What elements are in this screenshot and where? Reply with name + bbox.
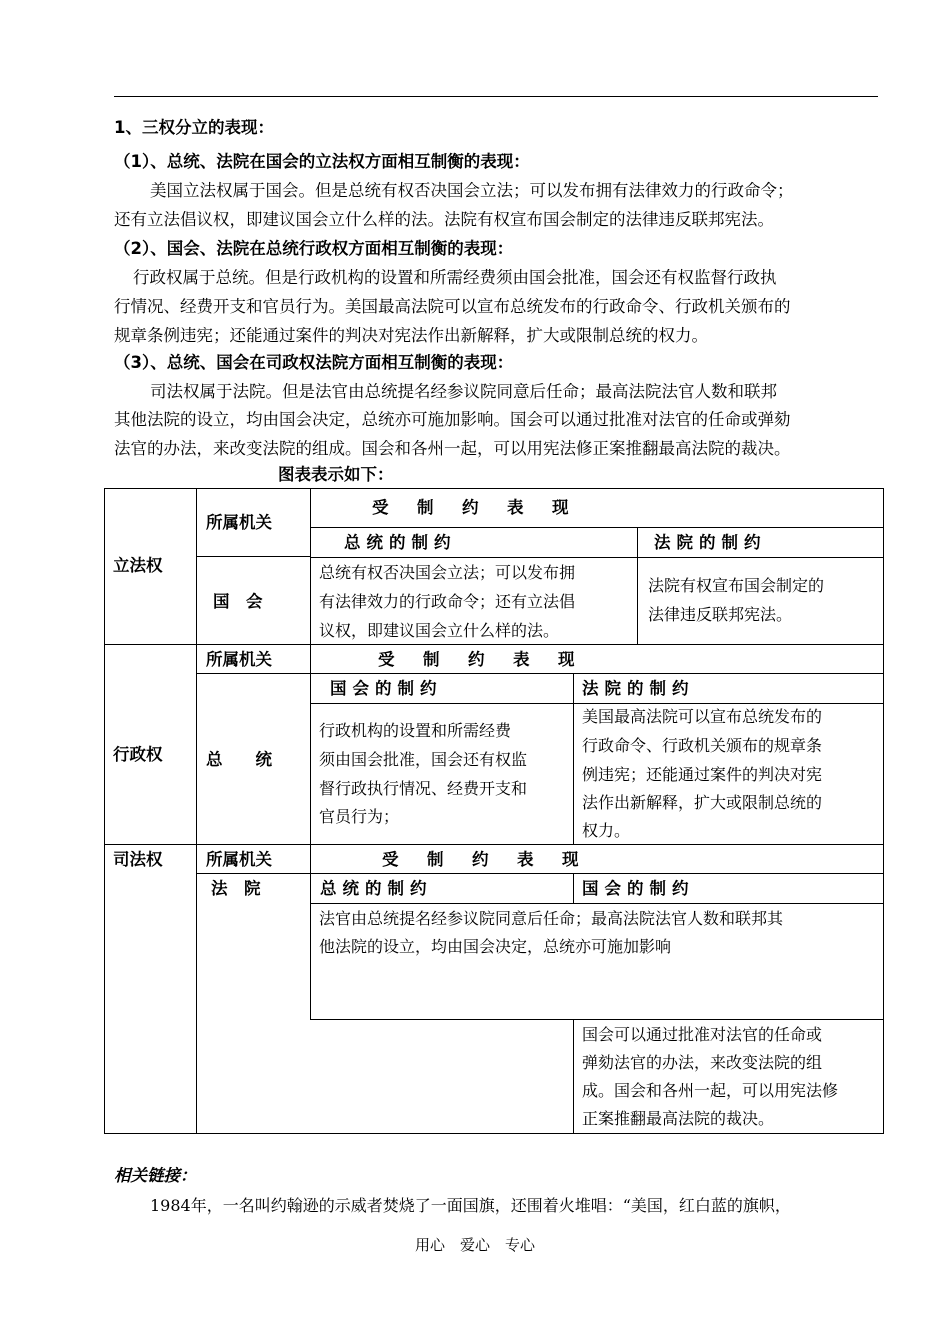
legislative-sub-left: 总统的制约 bbox=[344, 533, 457, 552]
section-3-title: （3）、总统、国会在司政权法院方面相互制衡的表现： bbox=[114, 353, 514, 372]
section-1-line: 还有立法倡议权，即建议国会立什么样的法。法院有权宣布国会制定的法律违反联邦宪法。 bbox=[114, 210, 774, 229]
related-links-title: 相关链接： bbox=[114, 1166, 197, 1185]
legislative-right-line: 法院有权宣布国会制定的 bbox=[648, 576, 825, 595]
section-1-title: （1）、总统、法院在国会的立法权方面相互制衡的表现： bbox=[114, 152, 530, 171]
legislative-sub-right: 法院的制约 bbox=[654, 533, 767, 552]
executive-restraint-header: 受 制 约 表 现 bbox=[378, 650, 581, 669]
table-caption: 图表表示如下： bbox=[278, 465, 394, 484]
legislative-left-line: 有法律效力的行政命令；还有立法倡 bbox=[319, 592, 576, 611]
section-3-line: 司法权属于法院。但是法官由总统提名经参议院同意后任命；最高法院法官人数和联邦 bbox=[150, 382, 777, 401]
executive-power-label: 行政权 bbox=[113, 745, 163, 764]
judicial-org-header: 所属机关 bbox=[206, 850, 272, 869]
executive-org-header: 所属机关 bbox=[206, 650, 272, 669]
executive-right-line: 行政命令、行政机关颁布的规章条 bbox=[582, 736, 823, 755]
section-2-title: （2）、国会、法院在总统行政权方面相互制衡的表现： bbox=[114, 239, 514, 258]
section-2-line: 行政权属于总统。但是行政机构的设置和所需经费须由国会批准，国会还有权监督行政执 bbox=[133, 268, 777, 287]
section-2-line: 规章条例违宪；还能通过案件的判决对宪法作出新解释，扩大或限制总统的权力。 bbox=[114, 326, 708, 345]
executive-left-line: 官员行为； bbox=[319, 807, 400, 826]
legislative-org-header: 所属机关 bbox=[206, 513, 272, 532]
executive-org: 总 统 bbox=[206, 750, 272, 769]
legislative-right-line: 法律违反联邦宪法。 bbox=[648, 605, 793, 624]
related-links-text: 1984年，一名叫约翰逊的示威者焚烧了一面国旗，还围着火堆唱：“美国，红白蓝的旗帜， bbox=[150, 1196, 791, 1215]
executive-right-line: 权力。 bbox=[582, 821, 631, 840]
judicial-right-line: 正案推翻最高法院的裁决。 bbox=[582, 1109, 775, 1128]
judicial-left-line: 他法院的设立，均由国会决定，总统亦可施加影响 bbox=[319, 937, 672, 956]
section-3-line: 法官的办法，来改变法院的组成。国会和各州一起，可以用宪法修正案推翻最高法院的裁决。 bbox=[114, 439, 791, 458]
judicial-right-line: 国会可以通过批准对法官的任命或 bbox=[582, 1025, 823, 1044]
executive-right-line: 美国最高法院可以宣布总统发布的 bbox=[582, 707, 823, 726]
judicial-right-line: 成。国会和各州一起，可以用宪法修 bbox=[582, 1081, 839, 1100]
legislative-power-label: 立法权 bbox=[113, 556, 163, 575]
legislative-left-line: 议权，即建议国会立什么样的法。 bbox=[319, 621, 560, 640]
executive-right-line: 法作出新解释，扩大或限制总统的 bbox=[582, 793, 823, 812]
legislative-org: 国 会 bbox=[213, 592, 263, 611]
judicial-sub-left: 总统的制约 bbox=[320, 879, 433, 898]
section-2-line: 行情况、经费开支和官员行为。美国最高法院可以宣布总统发布的行政命令、行政机关颁布的 bbox=[114, 297, 791, 316]
judicial-restraint-header: 受 制 约 表 现 bbox=[382, 850, 585, 869]
heading: 1、三权分立的表现： bbox=[114, 118, 274, 137]
page-footer: 用心 爱心 专心 bbox=[414, 1236, 535, 1254]
judicial-org: 法 院 bbox=[211, 879, 261, 898]
judicial-right-line: 弹劾法官的办法，来改变法院的组 bbox=[582, 1053, 823, 1072]
executive-right-line: 例违宪；还能通过案件的判决对宪 bbox=[582, 765, 823, 784]
section-3-line: 其他法院的设立，均由国会决定，总统亦可施加影响。国会可以通过批准对法官的任命或弹劾 bbox=[114, 410, 791, 429]
executive-left-line: 督行政执行情况、经费开支和 bbox=[319, 779, 528, 798]
executive-left-line: 须由国会批准，国会还有权监 bbox=[319, 750, 528, 769]
executive-sub-left: 国会的制约 bbox=[330, 679, 443, 698]
judicial-power-label: 司法权 bbox=[113, 850, 163, 869]
section-1-line: 美国立法权属于国会。但是总统有权否决国会立法；可以发布拥有法律效力的行政命令； bbox=[150, 181, 794, 200]
executive-left-line: 行政机构的设置和所需经费 bbox=[319, 721, 512, 740]
judicial-left-line: 法官由总统提名经参议院同意后任命；最高法院法官人数和联邦其 bbox=[319, 909, 784, 928]
top-rule bbox=[114, 96, 878, 97]
judicial-sub-right: 国会的制约 bbox=[582, 879, 695, 898]
executive-sub-right: 法院的制约 bbox=[582, 679, 695, 698]
legislative-left-line: 总统有权否决国会立法；可以发布拥 bbox=[319, 563, 576, 582]
legislative-restraint-header: 受 制 约 表 现 bbox=[372, 498, 575, 517]
